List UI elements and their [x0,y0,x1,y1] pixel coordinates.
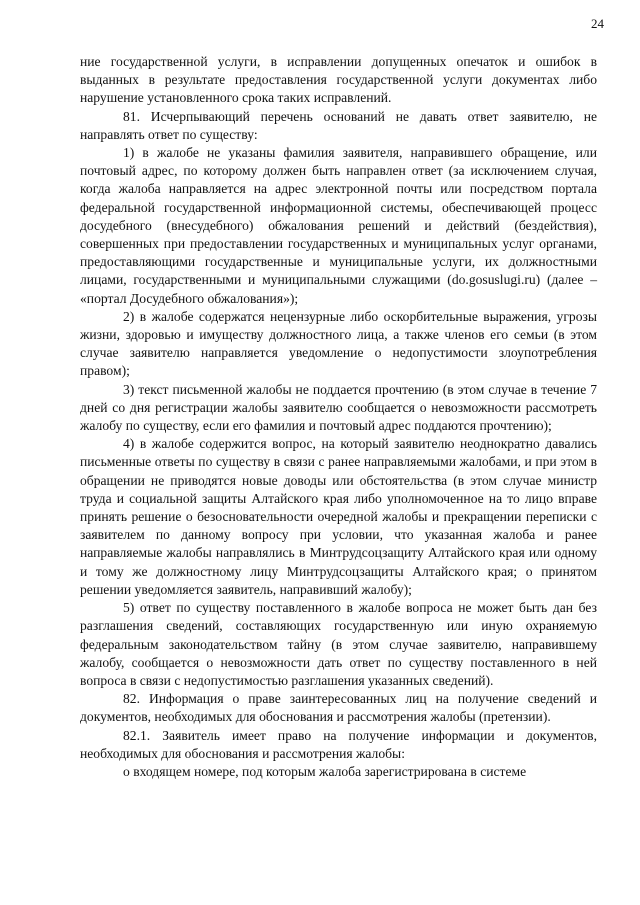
paragraph-82-1-item: о входящем номере, под которым жалоба зарегистрирована в системе [123,763,527,779]
paragraph-81: 81. Исчерпывающий перечень оснований не давать ответ заявителю, не направлять ответ по существу: [80,108,597,142]
paragraph-81-item-2: 2) в жалобе содержатся нецензурные либо оскорбительные выражения, угрозы жизни, здоровью и имуществу должностного лица, а также членов его семьи (в этом случае заявителю направляется уведомление о недопустимости злоупотребления правом); [80,308,597,379]
paragraph-82-1: 82.1. Заявитель имеет право на получение информации и документов, необходимых для обоснования и рассмотрения жалобы: [80,727,597,761]
paragraph-82: 82. Информация о праве заинтересованных лиц на получение сведений и документов, необходимых для обоснования и рассмотрения жалобы (претензии). [80,691,597,725]
paragraph-81-item-3: 3) текст письменной жалобы не поддается прочтению (в этом случае в течение 7 дней со дня регистрации жалобы заявителю сообщается о невозможности рассмотреть жалобу по существу, если его фамилия и почтовый адрес поддаются прочтению); [80,381,597,434]
paragraph-81-item-4: 4) в жалобе содержится вопрос, на который заявителю неоднократно давались письменные ответы по существу в связи с ранее направляемыми жалобами, и при этом в обращении не приводятся новые доводы или обстоятельства (в этом случае министр труда и социальной защиты Алтайского края либо уполномоченное на то лицо вправе принять решение о безосновательности очередной жалобы и прекращении переписки с заявителем по данному вопросу при условии, что указанная жалоба и ранее направляемые жалобы направлялись в Минтрудсоцзащиту Алтайского края или одному и тому же должностному лицу Минтрудсоцзащиты Алтайского края; о принятом решении уведомляется заявитель, направивший жалобу); [80,436,597,597]
paragraph-continuation: ние государственной услуги, в исправлении допущенных опечаток и ошибок в выданных в результате предоставления государственной услуги документах либо нарушение установленного срока таких исправлений. [80,54,597,106]
paragraph-81-item-5: 5) ответ по существу поставленного в жалобе вопроса не может быть дан без разглашения сведений, составляющих государственную или иную охраняемую федеральным законодательством тайну (в этом случае заявителю, направившему жалобу, сообщается о невозможности дать ответ по существу поставленного в ней вопроса в связи с недопустимостью разглашения указанных сведений). [80,600,597,688]
paragraph-81-item-1: 1) в жалобе не указаны фамилия заявителя, направившего обращение, или почтовый адрес, по которому должен быть направлен ответ (за исключением случая, когда жалоба направляется на адрес электронной почты или посредством портала федеральной государственной информационной системы, обеспечивающей процесс досудебного (внесудебного) обжалования решений и действий (бездействия), совершенных при предоставлении государственных и муниципальных услуг органами, предоставляющими государственные и муниципальные услуги, их должностными лицами, государственными и муниципальными служащими (do.gosuslugi.ru) (далее – «портал Досудебного обжалования»); [80,145,597,306]
document-body [80,53,597,781]
page-number: 24 [591,16,604,31]
